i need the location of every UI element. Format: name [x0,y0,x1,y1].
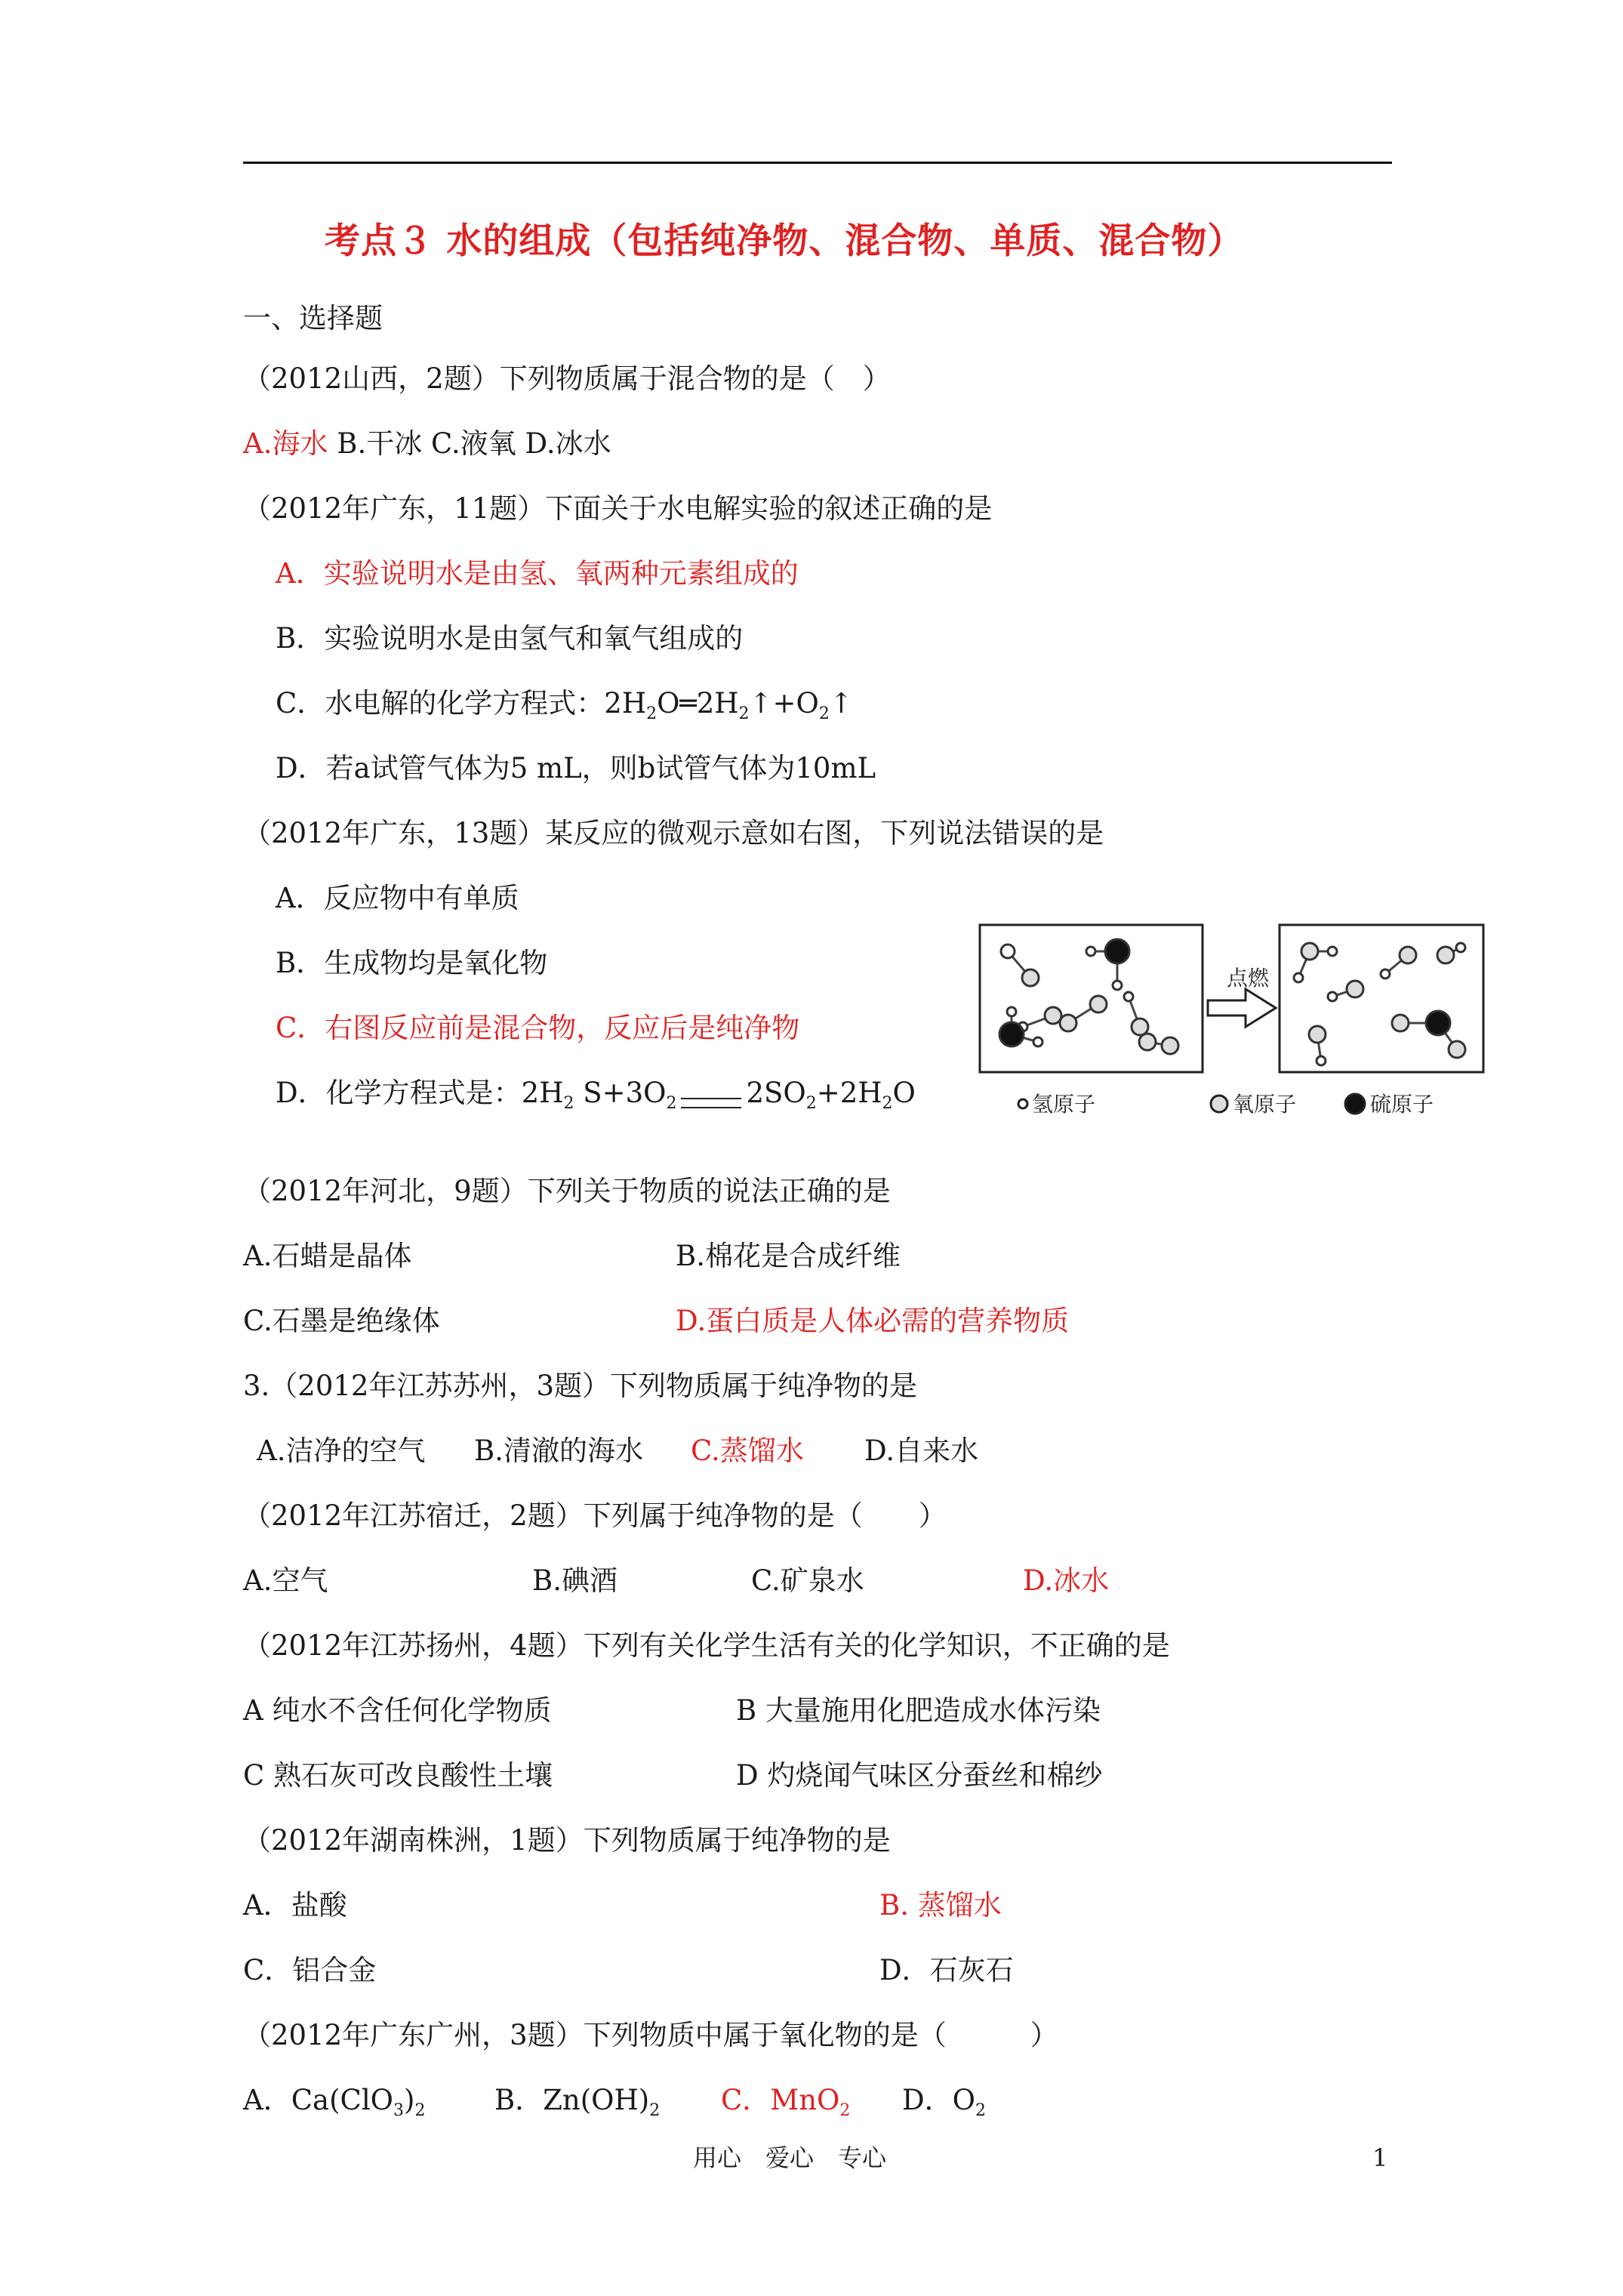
legend-hydrogen: 氢原子 [1032,1092,1096,1117]
question-3-stem: （2012年广东，13题）某反应的微观示意如右图，下列说法错误的是 [243,817,1104,849]
q7-option-d: D 灼烧闻气味区分蚕丝和棉纱 [736,1759,1103,1792]
question-9-stem: （2012年广东广州，3题）下列物质中属于氧化物的是（ ） [243,2019,1058,2051]
arrow-icon [1208,989,1276,1027]
q3-option-c: C．右图反应前是混合物，反应后是纯净物 [276,1012,800,1044]
question-6-stem: （2012年江苏宿迁，2题）下列属于纯净物的是（ ） [243,1499,947,1532]
q4-option-d: D.蛋白质是人体必需的营养物质 [676,1305,1070,1337]
arrow-label: 点燃 [1227,966,1270,991]
legend-sulfur: 硫原子 [1370,1092,1434,1117]
q5-option-b: B.清澈的海水 [474,1435,643,1467]
header-rule [243,162,1392,164]
q8-option-d: D．石灰石 [879,1954,1014,1986]
question-1-options [243,426,611,462]
q3-option-a: A．反应物中有单质 [276,882,519,914]
q3-option-b: B．生成物均是氧化物 [276,947,548,979]
question-2-stem: （2012年广东，11题）下面关于水电解实验的叙述正确的是 [243,492,993,525]
q8-option-c: C．铝合金 [243,1954,377,1986]
q7-option-a: A 纯水不含任何化学物质 [243,1694,552,1727]
q4-option-b: B.棉花是合成纤维 [676,1240,901,1272]
q7-option-b: B 大量施用化肥造成水体污染 [736,1694,1101,1727]
q9-option-a: A．$Ca(ClO_3)_2$ [243,2084,426,2120]
q5-option-a: A.洁净的空气 [257,1435,426,1467]
footer-motto: 用心 爱心 专心 [693,2143,887,2172]
page-number: 1 [1372,2143,1388,2172]
oxygen-atom-icon [1211,1096,1227,1112]
hydrogen-atom-icon [1018,1099,1027,1108]
q8-option-a: A．盐酸 [243,1889,347,1922]
q5-option-c: C.蒸馏水 [691,1435,804,1467]
q2-option-c: C．水电解的化学方程式：$2H_2O═2H_2↑+O_2↑$ [276,687,853,723]
sulfur-atom-icon [1345,1094,1365,1114]
legend-oxygen: 氧原子 [1233,1092,1297,1117]
question-1-stem: （2012山西，2题）下列物质属于混合物的是（ ） [243,362,891,395]
q4-option-c: C.石墨是绝缘体 [243,1305,440,1337]
q5-option-d: D.自来水 [864,1435,979,1467]
q3-option-d: D．化学方程式是：$2H_2$ $S+3O_2$ $2SO_2+2H_2O$ [276,1077,916,1113]
q2-option-d: D．若a试管气体为5 mL，则b试管气体为10mL [276,752,876,784]
q8-option-b: B. 蒸馏水 [879,1889,1002,1922]
q6-option-d: D.冰水 [1023,1564,1110,1597]
q9-option-c: C．MnO$_2$ [721,2084,851,2120]
q1-answer-a: A.海水 [243,427,328,460]
page-title: 考点３ 水的组成（包括纯净物、混合物、单质、混合物） [325,220,1244,262]
q1-options-bcd: B.干冰 C.液氧 D.冰水 [337,427,611,460]
q6-option-a: A.空气 [243,1564,328,1597]
question-4-stem: （2012年河北，9题）下列关于物质的说法正确的是 [243,1175,891,1207]
q2-option-a: A．实验说明水是由氢、氧两种元素组成的 [276,557,799,590]
q7-option-c: C 熟石灰可改良酸性土壤 [243,1759,553,1792]
q4-option-a: A.石蜡是晶体 [243,1240,412,1272]
question-8-stem: （2012年湖南株洲，1题）下列物质属于纯净物的是 [243,1824,891,1857]
section-heading: 一、选择题 [243,302,383,334]
q6-option-c: C.矿泉水 [751,1564,864,1597]
q9-option-d: D．$O_2$ [902,2084,986,2120]
q2-option-b: B．实验说明水是由氢气和氧气组成的 [276,622,744,655]
q6-option-b: B.碘酒 [532,1564,617,1597]
q9-option-b: B．$Zn(OH)_2$ [494,2084,661,2120]
reaction-diagram [978,914,1491,1125]
question-5-stem: 3.（2012年江苏苏州，3题）下列物质属于纯净物的是 [243,1370,918,1402]
question-7-stem: （2012年江苏扬州，4题）下列有关化学生活有关的化学知识，不正确的是 [243,1629,1170,1662]
